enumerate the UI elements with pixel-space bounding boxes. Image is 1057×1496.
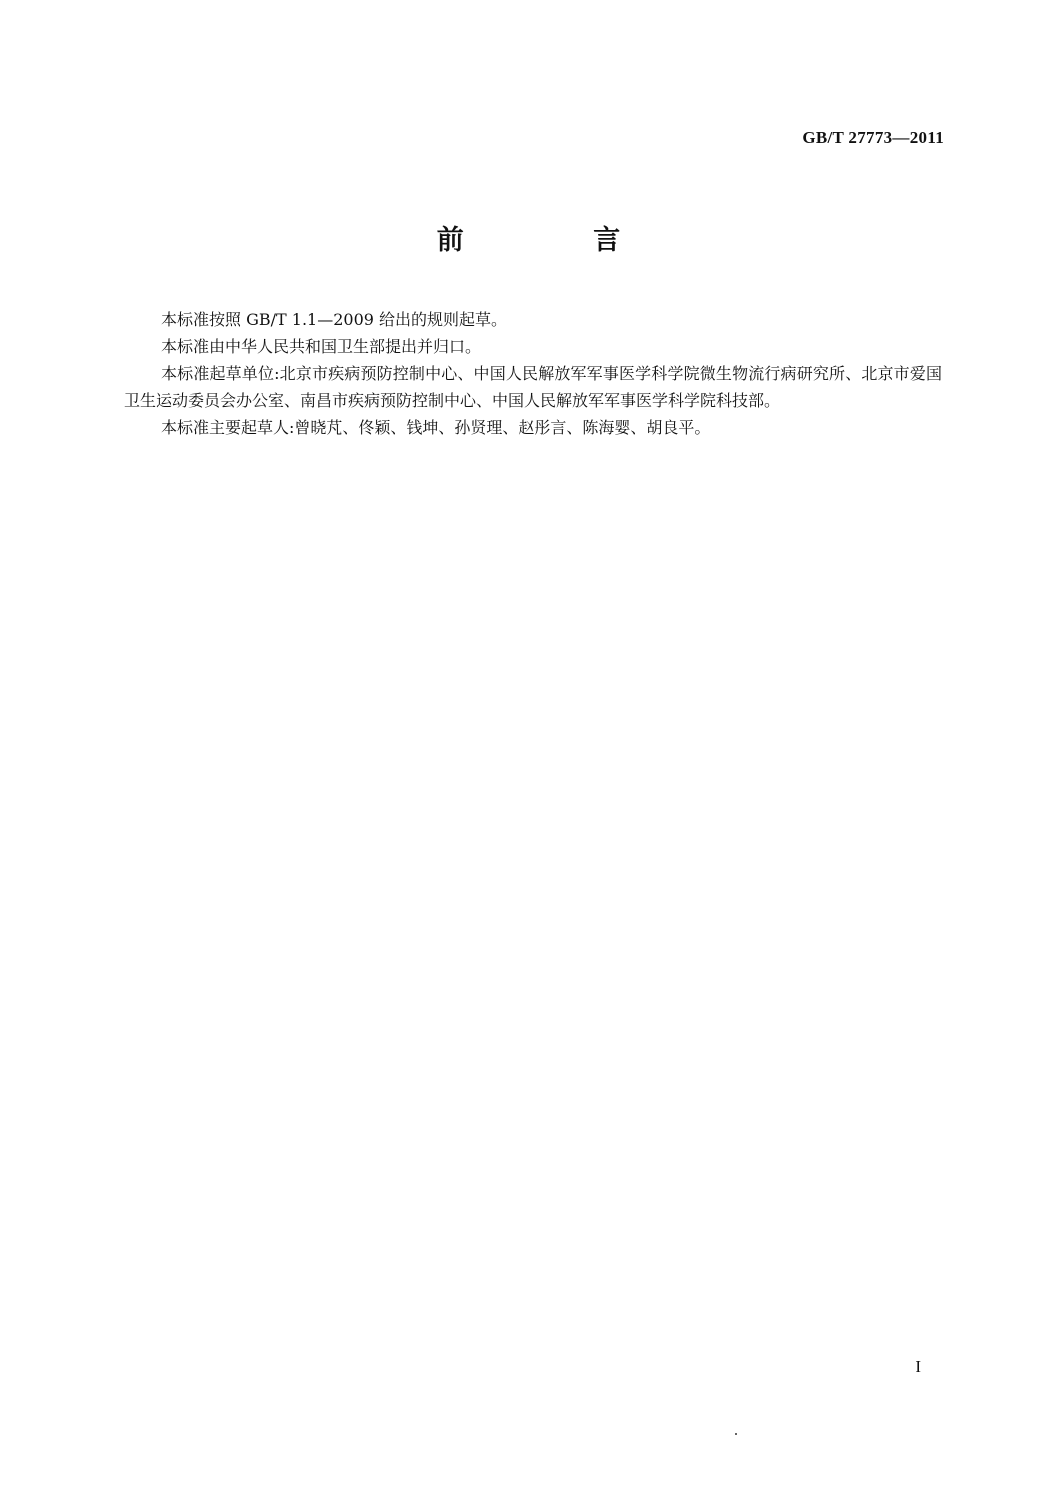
paragraph-drafters: 本标准主要起草人:曾晓芃、佟颖、钱坤、孙贤理、赵彤言、陈海婴、胡良平。 — [161, 418, 711, 437]
page-title: 前 言 — [436, 225, 681, 256]
scan-speck — [735, 1433, 737, 1435]
paragraph-drafting-units: 本标准起草单位:北京市疾病预防控制中心、中国人民解放军军事医学科学院微生物流行病研究所、北京市爱国卫生运动委员会办公室、南昌市疾病预防控制中心、中国人民解放军军事医学科学院科技部。 — [124, 364, 942, 410]
page-number: I — [915, 1357, 921, 1376]
foreword-body — [124, 306, 942, 441]
paragraph-proposer: 本标准由中华人民共和国卫生部提出并归口。 — [161, 337, 482, 356]
standard-code: GB/T 27773—2011 — [802, 128, 944, 147]
paragraph-drafting-rules: 本标准按照 GB/T 1.1—2009 给出的规则起草。 — [161, 310, 508, 329]
